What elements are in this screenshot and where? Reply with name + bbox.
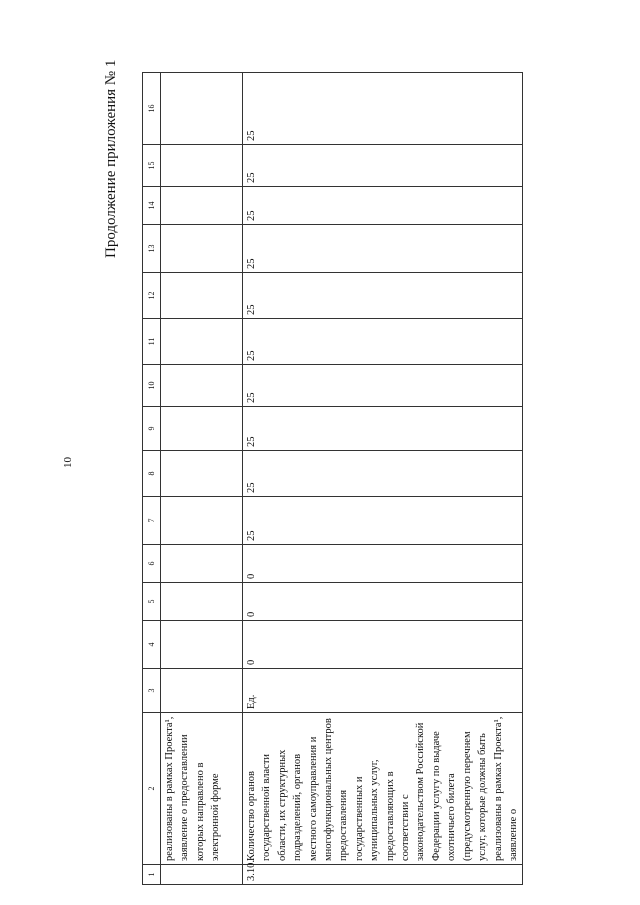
value-cell: 25: [243, 225, 523, 273]
page-number: 10: [62, 457, 74, 468]
value-cell: [161, 407, 243, 451]
col-header: 6: [143, 545, 161, 583]
header-row: [143, 73, 161, 885]
value-cell: 25: [243, 407, 523, 451]
unit-cell: Ед.: [243, 669, 523, 713]
value-cell: [161, 273, 243, 319]
value-cell: [161, 451, 243, 497]
col-header: 1: [143, 865, 161, 885]
col-header: 10: [143, 365, 161, 407]
value-cell: 25: [243, 451, 523, 497]
row-number: 3.10.: [243, 865, 523, 885]
value-cell: [161, 497, 243, 545]
value-cell: 0: [243, 545, 523, 583]
col-header: 4: [143, 621, 161, 669]
col-header: 3: [143, 669, 161, 713]
value-cell: 25: [243, 365, 523, 407]
col-header: 15: [143, 145, 161, 187]
col-header: 13: [143, 225, 161, 273]
col-header: 5: [143, 583, 161, 621]
indicator-table: [142, 72, 523, 885]
value-cell: [161, 365, 243, 407]
value-cell: [161, 545, 243, 583]
value-cell: 25: [243, 145, 523, 187]
value-cell: [161, 187, 243, 225]
col-header: 8: [143, 451, 161, 497]
value-cell: 25: [243, 497, 523, 545]
appendix-title: Продолжение приложения № 1: [103, 59, 119, 258]
row-number: [161, 865, 243, 885]
value-cell: [161, 621, 243, 669]
table-row: [243, 73, 523, 885]
col-header: 7: [143, 497, 161, 545]
indicator-name: реализованы в рамках Проекта¹, заявление о предоставлении которых направлено в электронной форме: [161, 713, 243, 865]
col-header: 16: [143, 73, 161, 145]
indicator-name: Количество органов государственной власти области, их структурных подразделений, органов местного самоуправления и многофункциональных центров предоставления государственных и муниципальных услуг, предоставляющих в соответствии с законодательством Российской Федерации услугу по выдаче охотничьего билета (предусмотренную перечнем услуг, которые должны быть реализованы в рамках Проекта¹, заявление о: [243, 713, 523, 865]
value-cell: [161, 583, 243, 621]
col-header: 11: [143, 319, 161, 365]
col-header: 14: [143, 187, 161, 225]
value-cell: [161, 319, 243, 365]
value-cell: [161, 73, 243, 145]
value-cell: 25: [243, 187, 523, 225]
value-cell: [161, 225, 243, 273]
value-cell: [161, 145, 243, 187]
unit-cell: [161, 669, 243, 713]
col-header: 9: [143, 407, 161, 451]
value-cell: 0: [243, 583, 523, 621]
value-cell: 25: [243, 273, 523, 319]
value-cell: 25: [243, 73, 523, 145]
rotated-table-container: [142, 73, 577, 885]
value-cell: 25: [243, 319, 523, 365]
value-cell: 0: [243, 621, 523, 669]
table-row: [161, 73, 243, 885]
col-header: 12: [143, 273, 161, 319]
col-header: 2: [143, 713, 161, 865]
